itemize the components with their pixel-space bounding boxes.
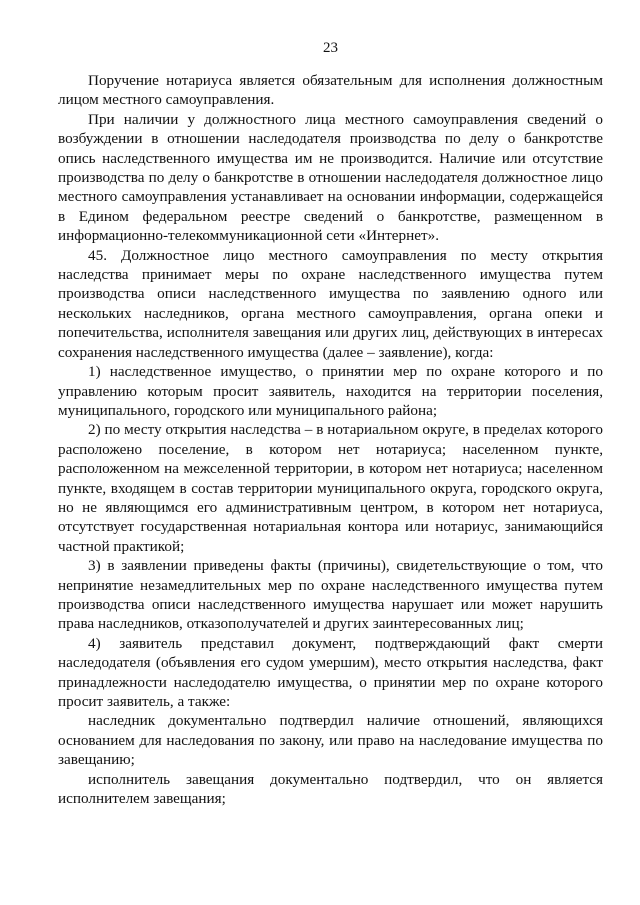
sub-item-executor: исполнитель завещания документально подтвердил, что он является исполнителем завещания; xyxy=(58,770,603,808)
paragraph-clause-45: 45. Должностное лицо местного самоуправления по месту открытия наследства принимает меры по охране наследственного имущества путем производства описи наследственного имущества по заявлению одного или нескольких наследников, органа местного самоуправления, органа опеки и попечительства, исполнителя завещания или других лиц, действующих в интересах сохранения наследственного имущества (далее – заявление), когда: xyxy=(58,246,603,361)
list-item-2: 2) по месту открытия наследства – в нотариальном округе, в пределах которого расположено поселение, в котором нет нотариуса; населенном пункте, расположенном на межселенной территории, в котором нет нотариуса; населенном пункте, входящем в состав территории муниципального округа, городского округа, но не являющимся его административным центром, в котором нет нотариуса, отсутствует государственная нотариальная контора или нотариус, занимающийся частной практикой; xyxy=(58,421,603,555)
list-item-3: 3) в заявлении приведены факты (причины), свидетельствующие о том, что непринятие незамедлительных мер по охране наследственного имущества путем производства описи наследственного имущества нарушает или может нарушить права наследников, отказополучателей и других заинтересованных лиц; xyxy=(58,557,603,633)
sub-item-heir: наследник документально подтвердил наличие отношений, являющихся основанием для наследования по закону, или право на наследование имущества по завещанию; xyxy=(58,712,603,769)
list-item-1: 1) наследственное имущество, о принятии мер по охране которого и по управлению которым просит заявитель, находится на территории поселения, муниципального, городского или муниципального района; xyxy=(58,363,603,419)
paragraph-bankruptcy-info: При наличии у должностного лица местного самоуправления сведений о возбуждении в отношении наследодателя производства по делу о банкротстве опись наследственного имущества им не производится. Наличие или отсутствие производства по делу о банкротстве в отношении наследодателя должностное лицо местного самоуправления устанавливает на основании информации, содержащейся в Едином федеральном реестре сведений о банкротстве, размещенном в информационно-телекоммуникационной сети «Интернет». xyxy=(58,110,603,245)
page-number: 23 xyxy=(323,40,338,56)
paragraph-notary-instruction: Поручение нотариуса является обязательным для исполнения должностным лицом местного самоуправления. xyxy=(58,72,603,109)
list-item-4: 4) заявитель представил документ, подтверждающий факт смерти наследодателя (объявления его судом умершим), место открытия наследства, факт принадлежности наследодателю имущества, о принятии мер по охране которого просит заявитель, а также: xyxy=(58,634,603,710)
